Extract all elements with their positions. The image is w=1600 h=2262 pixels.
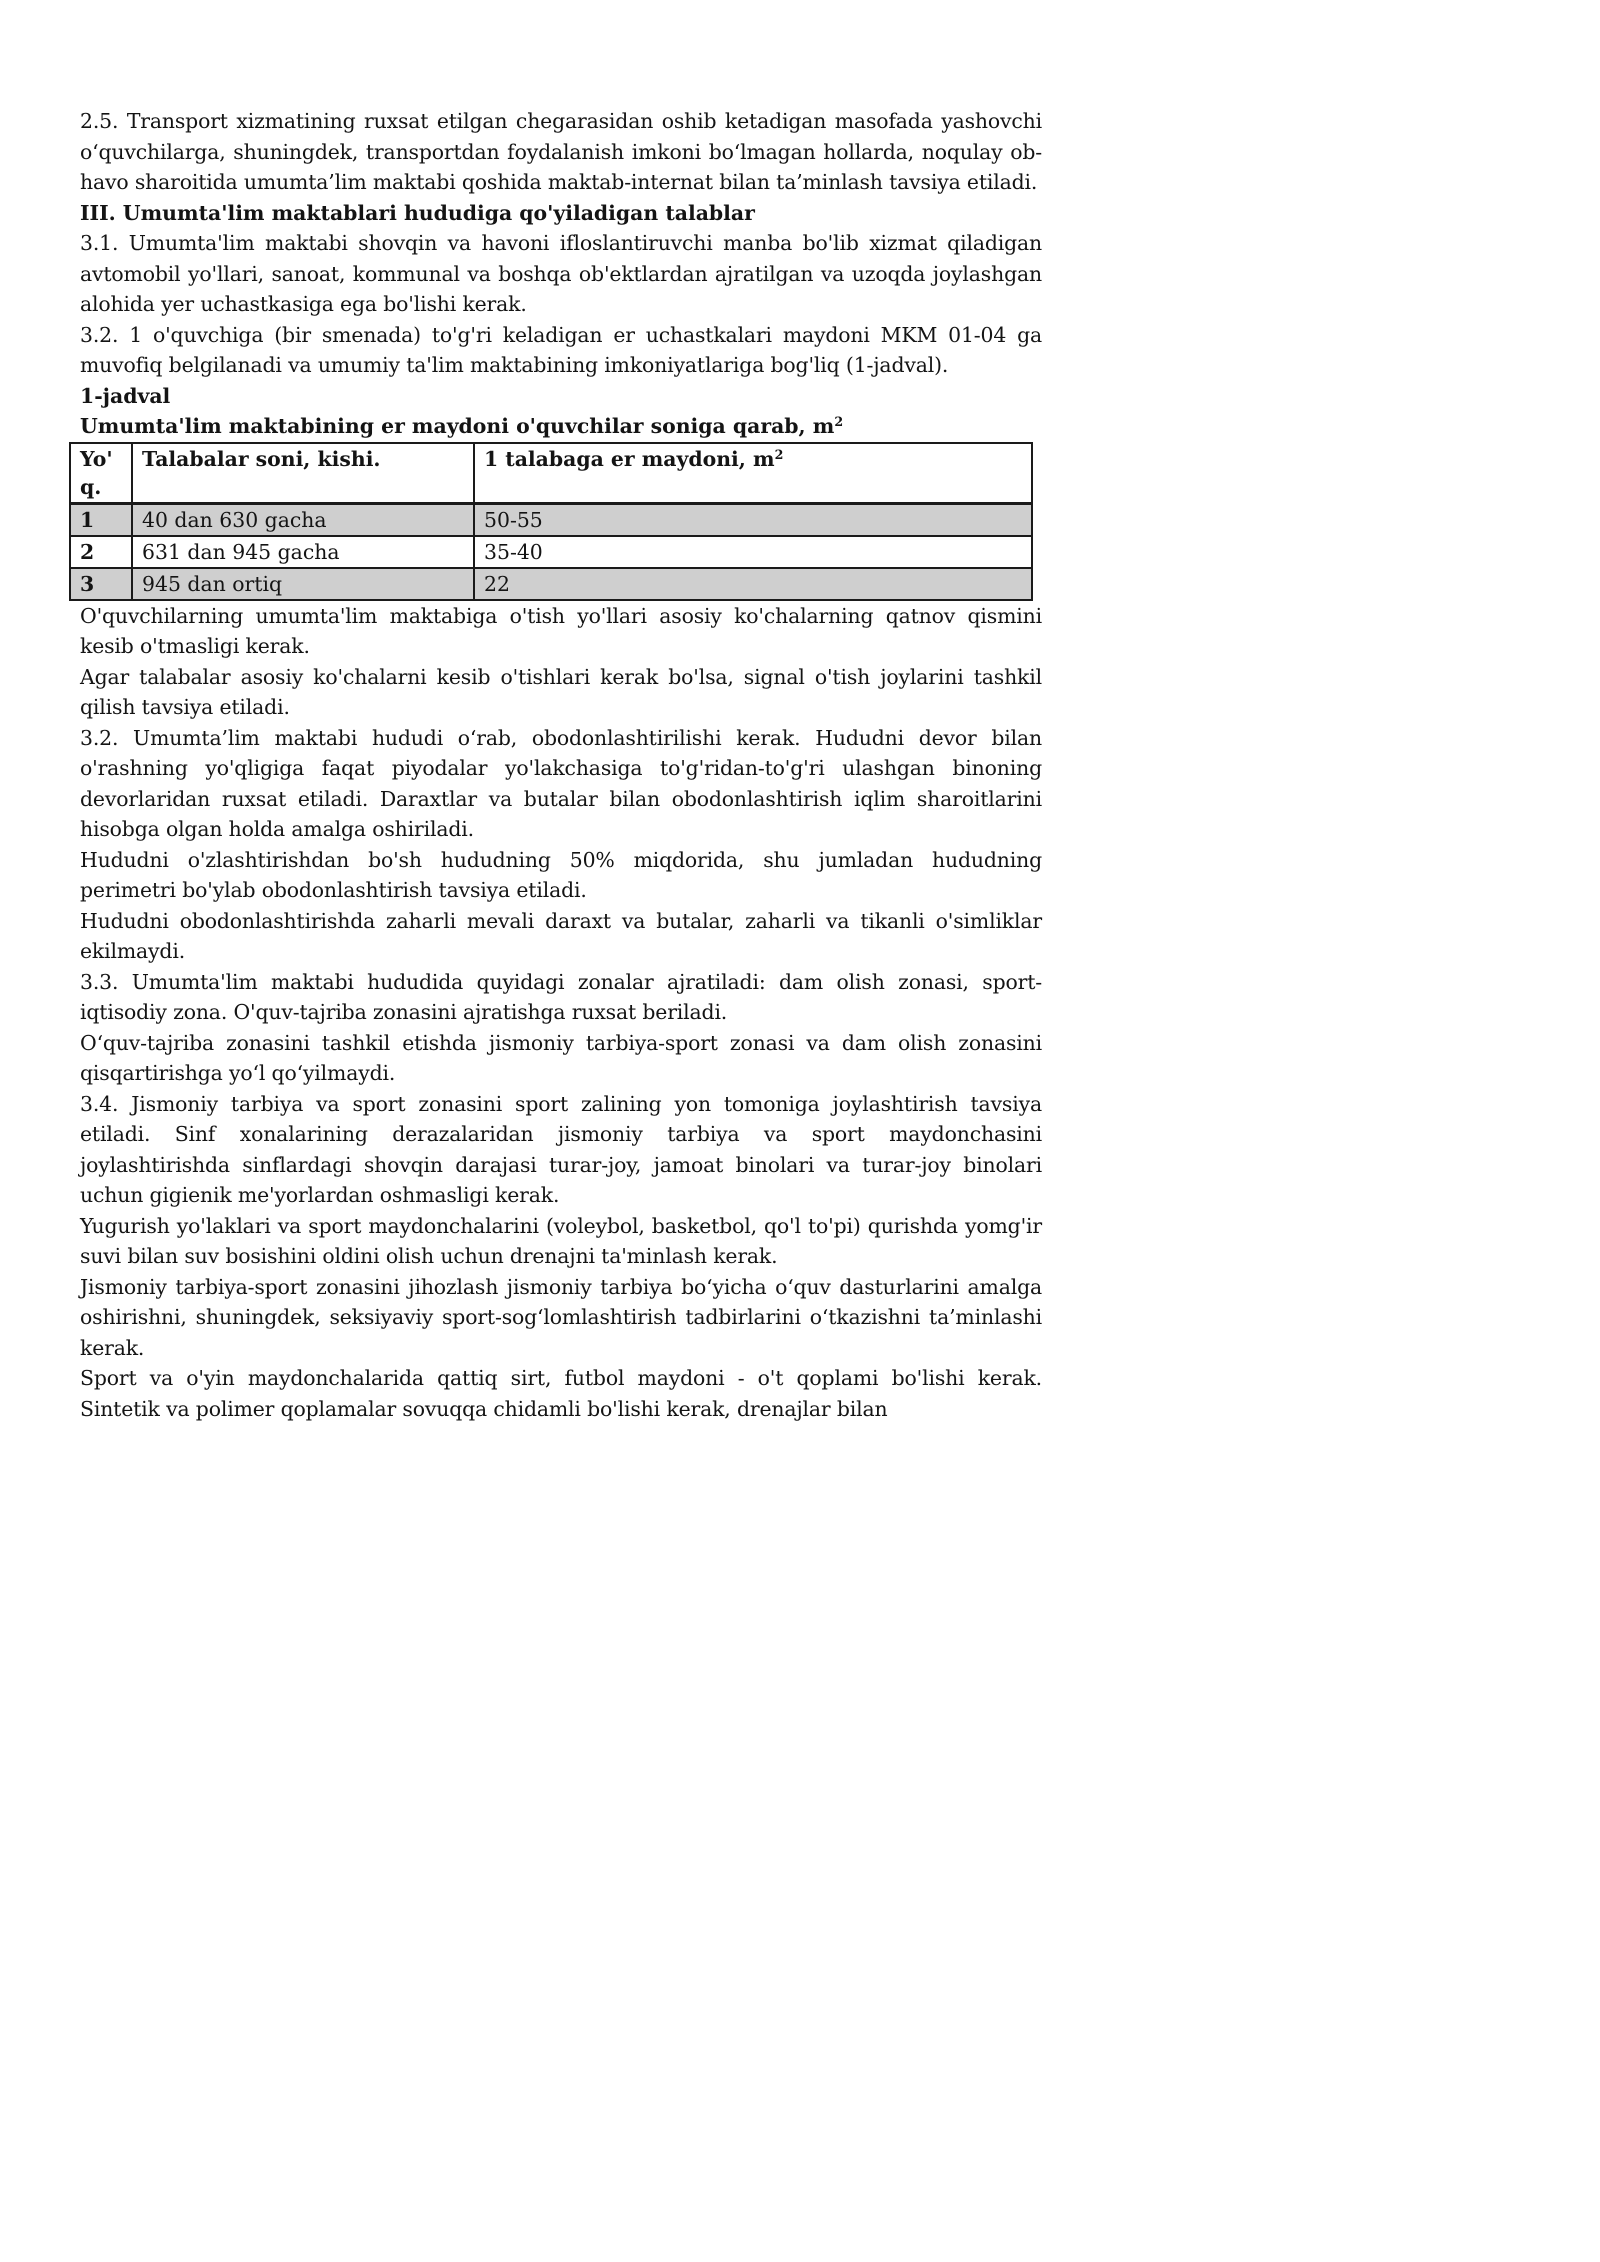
row-number: 3 — [70, 568, 132, 600]
paragraph-3-2-area: 3.2. 1 o'quvchiga (bir smenada) to'g'ri keladigan er uchastkalari maydoni MKM 01-04 ga muvofiq belgilanadi va umumiy ta'lim maktabining imkoniyatlariga bog'liq (1-jadval). — [80, 322, 1042, 377]
paragraph-2-5: 2.5. Transport xizmatining ruxsat etilgan chegarasidan oshib ketadigan masofada yashovchi o‘quvchilarga, shuningdek, transportdan foydalanish imkoni bo‘lmagan hollarda, noqulay ob-havo sharoitida umumta’lim maktabi qoshida maktab-internat bilan ta’minlash tavsiya etiladi. — [80, 109, 1042, 194]
paragraph-drainage: Yugurish yo'laklari va sport maydonchalarini (voleybol, basketbol, qo'l to'pi) qurishda yomg'ir suvi bilan suv bosishini oldini olish uchun drenajni ta'minlash kerak. — [80, 1213, 1042, 1268]
table-header-row — [70, 443, 1032, 504]
table-caption-text: Umumta'lim maktabining er maydoni o'quvchilar soniga qarab, m — [80, 414, 835, 438]
header-area-text: 1 talabaga er maydoni, m — [484, 446, 775, 471]
paragraph-signal-crossing: Agar talabalar asosiy ko'chalarni kesib o'tishlari kerak bo'lsa, signal o'tish joylarini tashkil qilish tavsiya etiladi. — [80, 664, 1042, 719]
table-row — [70, 568, 1032, 600]
paragraph-3-3: 3.3. Umumta'lim maktabi hududida quyidagi zonalar ajratiladi: dam olish zonasi, sport-iqtisodiy zona. O'quv-tajriba zonasini ajratishga ruxsat beriladi. — [80, 969, 1042, 1024]
paragraph-3-1: 3.1. Umumta'lim maktabi shovqin va havoni ifloslantiruvchi manba bo'lib xizmat qiladigan avtomobil yo'llari, sanoat, kommunal va boshqa ob'ektlardan ajratilgan va uzoqda joylashgan alohida yer uchastkasiga ega bo'lishi kerak. — [80, 231, 1042, 316]
table-label: 1-jadval — [80, 383, 171, 408]
header-number: Yo' q. — [70, 443, 132, 504]
paragraph-landscaping: Hududni o'zlashtirishdan bo'sh hududning 50% miqdorida, shu jumladan hududning perimetri bo'ylab obodonlashtirish tavsiya etiladi. — [80, 847, 1042, 902]
paragraph-crossing: O'quvchilarning umumta'lim maktabiga o'tish yo'llari asosiy ko'chalarning qatnov qismini kesib o'tmasligi kerak. — [80, 603, 1042, 658]
section-heading: III. Umumta'lim maktablari hududiga qo'yiladigan talablar — [80, 200, 755, 225]
row-area: 22 — [474, 568, 1032, 600]
table-row — [70, 503, 1032, 536]
header-student-count: Talabalar soni, kishi. — [132, 443, 474, 504]
document-page — [80, 106, 1042, 1424]
row-student-count: 945 dan ortiq — [132, 568, 474, 600]
row-student-count: 40 dan 630 gacha — [132, 503, 474, 536]
row-number: 2 — [70, 536, 132, 568]
paragraph-3-4: 3.4. Jismoniy tarbiya va sport zonasini sport zalining yon tomoniga joylashtirish tavsiya etiladi. Sinf xonalarining derazalaridan jismoniy tarbiya va sport maydonchasini joylashtirishda sinflardagi shovqin darajasi turar-joy, jamoat binolari va turar-joy binolari uchun gigienik me'yorlardan oshmasligi kerak. — [80, 1091, 1042, 1207]
table-caption-superscript: 2 — [834, 414, 844, 430]
row-number: 1 — [70, 503, 132, 536]
row-area: 50-55 — [474, 503, 1032, 536]
land-area-table — [69, 442, 1033, 601]
paragraph-3-2-fencing: 3.2. Umumta’lim maktabi hududi o‘rab, obodonlashtirilishi kerak. Hududni devor bilan o'rashning yo'qligiga faqat piyodalar yo'lakchasiga to'g'ridan-to'g'ri ulashgan binoning devorlaridan ruxsat etiladi. Daraxtlar va butalar bilan obodonlashtirish iqlim sharoitlarini hisobga olgan holda amalga oshiriladi. — [80, 725, 1042, 841]
paragraph-surfaces: Sport va o'yin maydonchalarida qattiq sirt, futbol maydoni - o't qoplami bo'lishi kerak. Sintetik va polimer qoplamalar sovuqqa chidamli bo'lishi kerak, drenajlar bilan — [80, 1366, 1042, 1421]
header-area-superscript: 2 — [774, 446, 784, 462]
header-area-per-student — [474, 443, 1032, 504]
table-row — [70, 536, 1032, 568]
paragraph-training-zone: O‘quv-tajriba zonasini tashkil etishda jismoniy tarbiya-sport zonasi va dam olish zonasini qisqartirishga yo‘l qo‘yilmaydi. — [80, 1030, 1042, 1085]
paragraph-toxic-plants: Hududni obodonlashtirishda zaharli mevali daraxt va butalar, zaharli va tikanli o'simliklar ekilmaydi. — [80, 908, 1042, 963]
paragraph-equipment: Jismoniy tarbiya-sport zonasini jihozlash jismoniy tarbiya bo‘yicha o‘quv dasturlarini amalga oshirishni, shuningdek, seksiyaviy sport-sog‘lomlashtirish tadbirlarini o‘tkazishni ta’minlashi kerak. — [80, 1274, 1042, 1360]
row-area: 35-40 — [474, 536, 1032, 568]
row-student-count: 631 dan 945 gacha — [132, 536, 474, 568]
table-caption — [80, 411, 1042, 442]
